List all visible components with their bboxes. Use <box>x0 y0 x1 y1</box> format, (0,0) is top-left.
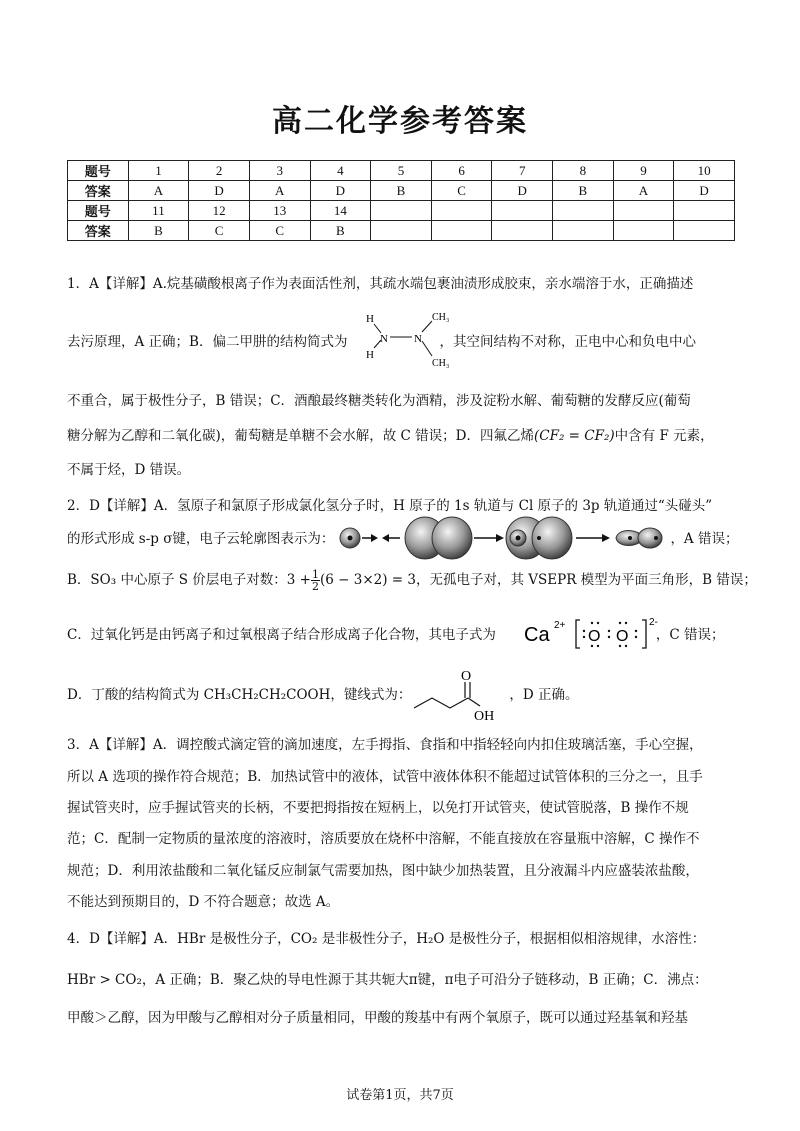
table-cell <box>371 221 432 241</box>
table-cell <box>553 201 614 221</box>
table-cell <box>431 221 492 241</box>
table-cell: 2 <box>189 161 250 181</box>
mol-c1: CH₃ <box>432 312 450 323</box>
q4-line-3: 甲酸＞乙醇，因为甲酸与乙醇相对分子质量相同，甲酸的羧基中有两个氧原子，既可以通过羟基氧和羟基 <box>67 1010 688 1026</box>
table-cell: D <box>492 181 553 201</box>
table-cell: 6 <box>431 161 492 181</box>
table-cell: 7 <box>492 161 553 181</box>
q3-line-2: 所以 A 选项的操作符合规范；B．加热试管中的液体，试管中液体体积不能超过试管体积的三分之一，且手 <box>67 769 703 785</box>
table-cell <box>431 201 492 221</box>
q3-line-6: 不能达到预期目的，D 不符合题意；故选 A。 <box>67 894 340 910</box>
table-cell <box>613 221 674 241</box>
oxygen-atom-2: O <box>616 628 629 645</box>
q2-line-5 <box>67 685 743 705</box>
table-row <box>68 161 735 181</box>
table-cell <box>613 201 674 221</box>
q3-line-4: 范；C．配制一定物质的量浓度的溶液时，溶质要放在烧杯中溶解，不能直接放在容量瓶中溶解，C 操作不 <box>67 831 700 847</box>
q2-line-2-pre: 的形式形成 s-p σ键，电子云轮廓图表示为： <box>67 531 335 547</box>
q2-line-3-pre: B．SO₃ 中心原子 S 价层电子对数： <box>67 572 287 588</box>
q2-line-4-pre: C．过氧化钙是由钙离子和过氧根离子结合形成离子化合物，其电子式为 <box>67 627 496 643</box>
vsepr-expr-a: 3 + <box>286 572 311 588</box>
table-cell: A <box>249 181 310 201</box>
table-cell <box>371 201 432 221</box>
orbital-overlap-diagram <box>338 516 678 562</box>
q2-line-3-post: ，无孤电子对，其 VSEPR 模型为平面三角形，B 错误； <box>415 572 757 588</box>
q2-line-4-post: ，C 错误； <box>655 627 725 643</box>
q1-line-2-post: ，其空间结构不对称，正电中心和负电中心 <box>439 334 696 350</box>
vsepr-expr-b: (6 − 3×2) = 3 <box>319 572 416 588</box>
table-cell: B <box>128 221 189 241</box>
q3-line-5: 规范；D．利用浓盐酸和二氧化锰反应制氯气需要加热，图中缺少加热装置，且分液漏斗内应盛装浓盐酸， <box>67 863 699 879</box>
table-cell: 12 <box>189 201 250 221</box>
q1-line-4-pre: 糖分解为乙醇和二氧化碳)，葡萄糖是单糖不会水解，故 C 错误；D．四氟乙烯 <box>67 428 535 444</box>
table-cell: 13 <box>249 201 310 221</box>
p-orbital-icon <box>405 517 472 559</box>
q1-line-1: 1．A【详解】A.烷基磺酸根离子作为表面活性剂，其疏水端包裹油渍形成胶束，亲水端溶于水，正确描述 <box>67 276 694 292</box>
table-cell <box>553 221 614 241</box>
table-cell: D <box>674 181 735 201</box>
q1-line-4-post: 中含有 F 元素， <box>614 428 714 444</box>
table-cell: B <box>371 181 432 201</box>
oxygen-atom-1: O <box>588 628 601 645</box>
page-footer: 试卷第1页，共7页 <box>346 1088 454 1103</box>
mol-h1: H <box>366 313 374 325</box>
q3-line-1: 3．A【详解】A．调控酸式滴定管的滴加速度，左手拇指、食指和中指轻轻向内扣住玻璃活塞，手心空握， <box>67 737 703 753</box>
q1-line-3: 不重合，属于极性分子，B 错误；C．酒酿最终糖类转化为酒精，涉及淀粉水解、葡萄糖的发酵反应(葡萄 <box>67 393 691 409</box>
q2-line-1: 2．D【详解】A．氢原子和氯原子形成氯化氢分子时，H 原子的 1s 轨道与 Cl 原子的 3p 轨道通过“头碰头” <box>67 498 713 514</box>
mol-c2: CH₃ <box>432 358 450 369</box>
mol-n2: N <box>414 333 422 345</box>
sp-overlap-icon <box>506 517 572 559</box>
table-cell: 5 <box>371 161 432 181</box>
table-cell: A <box>128 181 189 201</box>
q4-line-1: 4．D【详解】A．HBr 是极性分子，CO₂ 是非极性分子，H₂O 是极性分子，根据相似相溶规律，水溶性： <box>67 931 706 947</box>
table-header-cell: 答案 <box>68 181 129 201</box>
fraction-denominator: 2 <box>311 580 319 593</box>
table-row <box>68 181 735 201</box>
q2-line-5-pre: D．丁酸的结构简式为 CH₃CH₂CH₂COOH，键线式为： <box>67 687 412 703</box>
table-cell: C <box>189 221 250 241</box>
skeletal-oh: OH <box>474 709 495 724</box>
butanoic-acid-skeletal-formula <box>414 668 514 726</box>
page-title: 高二化学参考答案 <box>272 104 528 139</box>
table-header-cell: 答案 <box>68 221 129 241</box>
mol-h2: H <box>366 349 374 361</box>
sigma-bond-icon <box>616 528 662 548</box>
table-row <box>68 221 735 241</box>
table-cell: 9 <box>613 161 674 181</box>
table-cell: 4 <box>310 161 371 181</box>
table-header-cell: 题号 <box>68 201 129 221</box>
table-cell: 8 <box>553 161 614 181</box>
table-cell: B <box>310 221 371 241</box>
skeletal-o: O <box>461 669 472 684</box>
calcium-peroxide-electron-formula <box>522 614 682 654</box>
q1-line-2-pre: 去污原理，A 正确；B．偏二甲肼的结构简式为 <box>67 334 348 350</box>
q3-line-3: 握试管夹时，应手握试管夹的长柄，不要把拇指按在短柄上，以免打开试管夹，使试管脱落，B 操作不规 <box>67 800 689 816</box>
fraction <box>311 569 320 592</box>
peroxide-charge: 2- <box>649 617 658 628</box>
fraction-numerator: 1 <box>311 568 319 581</box>
table-cell: A <box>613 181 674 201</box>
s-orbital-icon <box>340 528 360 548</box>
table-cell: 1 <box>128 161 189 181</box>
q2-line-5-post: ，D 正确。 <box>509 687 579 703</box>
q1-line-5: 不属于烃，D 错误。 <box>67 462 191 478</box>
q1-line-4 <box>67 426 743 446</box>
table-cell: C <box>431 181 492 201</box>
table-cell: D <box>310 181 371 201</box>
table-cell: 14 <box>310 201 371 221</box>
table-cell: D <box>189 181 250 201</box>
ca-charge: 2+ <box>554 620 566 631</box>
table-cell <box>492 221 553 241</box>
table-header-cell: 题号 <box>68 161 129 181</box>
dimethylhydrazine-structure <box>364 308 464 376</box>
ca-symbol: Ca <box>524 624 550 646</box>
table-cell: 3 <box>249 161 310 181</box>
table-cell: B <box>553 181 614 201</box>
table-cell: C <box>249 221 310 241</box>
table-cell: 10 <box>674 161 735 181</box>
answer-table <box>67 160 735 241</box>
q2-line-3 <box>67 568 757 593</box>
table-cell: 11 <box>128 201 189 221</box>
table-cell <box>674 221 735 241</box>
q2-line-2-post: ，A 错误； <box>670 531 739 547</box>
mol-n1: N <box>380 333 388 345</box>
table-cell <box>674 201 735 221</box>
q4-line-2: HBr > CO₂，A 正确；B．聚乙炔的导电性源于其共轭大π键，π电子可沿分子链移动，B 正确；C．沸点： <box>67 972 708 988</box>
table-cell <box>492 201 553 221</box>
tetrafluoroethylene-formula: (CF₂ = CF₂) <box>534 428 615 444</box>
table-row <box>68 201 735 221</box>
